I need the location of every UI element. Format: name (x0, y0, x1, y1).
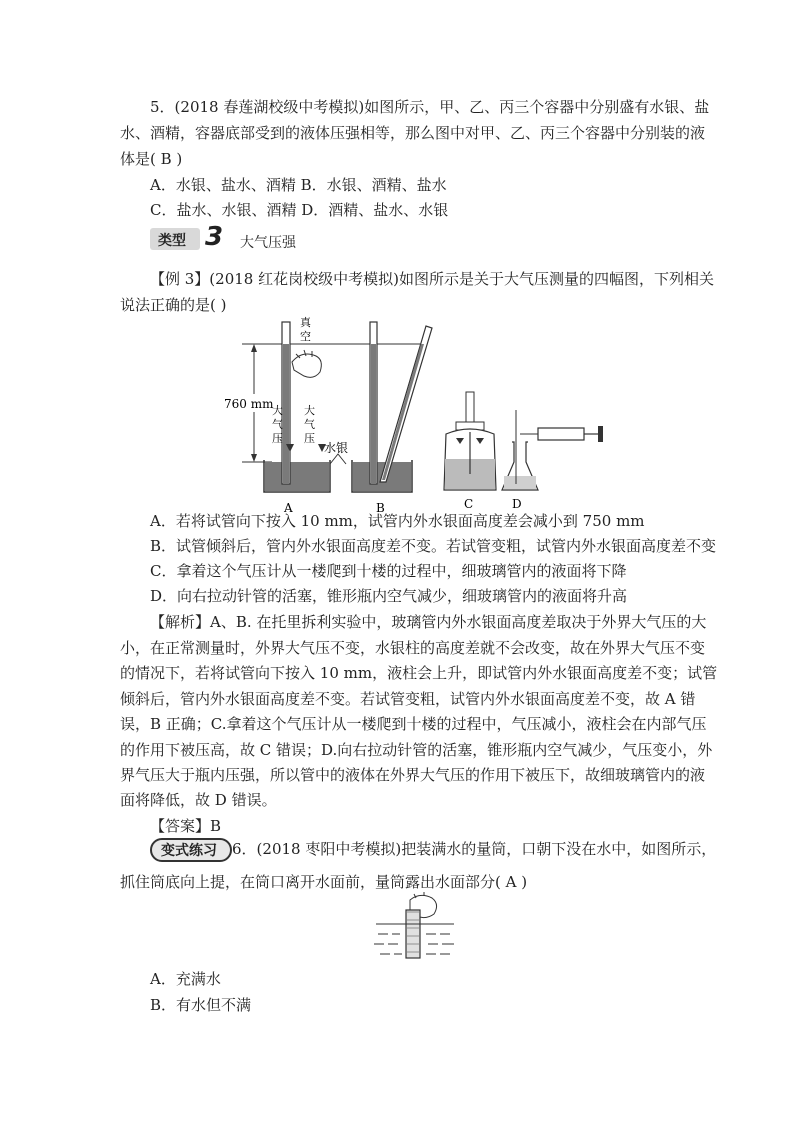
atm-label-a-1: 大 (272, 404, 283, 417)
example-3-option-a: A．若将试管向下按入 10 mm，试管内外水银面高度差会减小到 750 mm (150, 512, 645, 530)
vacuum-label-2: 空 (300, 330, 311, 343)
analysis-line: 误，B 正确；C.拿着这个气压计从一楼爬到十楼的过程中，气压减小，液柱会在内部气压 (120, 715, 707, 733)
analysis-line: 界气压大于瓶内压强，所以管中的液体在外界大气压的作用下被压下，故细玻璃管内的液 (120, 766, 706, 784)
analysis-line: 面将降低，故 D 错误。 (120, 791, 277, 809)
q6-line-2: 抓住筒底向上提，在筒口离开水面前，量筒露出水面部分( A ) (120, 873, 528, 891)
height-label: 760 mm (224, 397, 274, 411)
atm-label-b-3: 压 (304, 432, 315, 445)
analysis-line: 【解析】A、B. 在托里拆利实验中，玻璃管内外水银面高度差取决于外界大气压的大 (150, 613, 707, 631)
example-3-line-2: 说法正确的是( ) (120, 296, 227, 314)
atm-label-b-2: 气 (304, 418, 315, 431)
atm-label-a-2: 气 (272, 418, 283, 431)
example-3-option-c: C．拿着这个气压计从一楼爬到十楼的过程中，细玻璃管内的液面将下降 (150, 562, 627, 580)
figure-label-b: B (376, 501, 385, 514)
figure-label-c: C (464, 497, 474, 511)
mercury-label: 水银 (324, 441, 349, 455)
variant-practice-badge: 变式练习 (150, 838, 232, 862)
atmospheric-pressure-figure (220, 314, 610, 514)
section-title: 大气压强 (240, 235, 296, 251)
figure-label-d: D (512, 497, 522, 511)
type-number: 3 (205, 222, 224, 252)
q5-line-3: 体是( B ) (120, 150, 183, 168)
q5-line-1: 5．(2018 春莲湖校级中考模拟)如图所示，甲、乙、丙三个容器中分别盛有水银、盐 (150, 98, 710, 116)
analysis-line: 的情况下，若将试管向下按入 10 mm，液柱会上升，即试管内外水银面高度差不变；试管 (120, 664, 718, 682)
example-3-line-1: 【例 3】(2018 红花岗校级中考模拟)如图所示是关于大气压测量的四幅图，下列相关 (150, 270, 714, 288)
atm-label-a-3: 压 (272, 432, 283, 445)
analysis-line: 小，在正常测量时，外界大气压不变，水银柱的高度差就不会改变，故在外界大气压不变 (120, 639, 706, 657)
q5-line-2: 水、酒精，容器底部受到的液体压强相等，那么图中对甲、乙、丙三个容器中分别装的液 (120, 124, 706, 142)
q6-option-a: A．充满水 (150, 970, 221, 988)
figure-label-a: A (284, 501, 293, 514)
q6-option-b: B．有水但不满 (150, 996, 252, 1014)
analysis-line: 的作用下被压高，故 C 错误；D.向右拉动针管的活塞，锥形瓶内空气减少，气压变小，外 (120, 741, 713, 759)
cylinder-figure (370, 892, 460, 962)
atm-label-b-1: 大 (304, 404, 315, 417)
q6-line-1: 6．(2018 枣阳中考模拟)把装满水的量筒，口朝下没在水中，如图所示， (232, 840, 717, 858)
answer: 【答案】B (150, 817, 222, 835)
vacuum-label-1: 真 (300, 316, 311, 329)
example-3-option-d: D．向右拉动针管的活塞，锥形瓶内空气减少，细玻璃管内的液面将升高 (150, 587, 628, 605)
analysis-line: 倾斜后，管内外水银面高度差不变。若试管变粗，试管内外水银面高度差不变，故 A 错 (120, 690, 696, 708)
q5-option-c-d: C．盐水、水银、酒精 D．酒精、盐水、水银 (150, 201, 449, 219)
q5-option-a-b: A．水银、盐水、酒精 B．水银、酒精、盐水 (150, 176, 447, 194)
type-badge: 类型 (150, 228, 200, 250)
example-3-option-b: B．试管倾斜后，管内外水银面高度差不变。若试管变粗，试管内外水银面高度差不变 (150, 537, 717, 555)
